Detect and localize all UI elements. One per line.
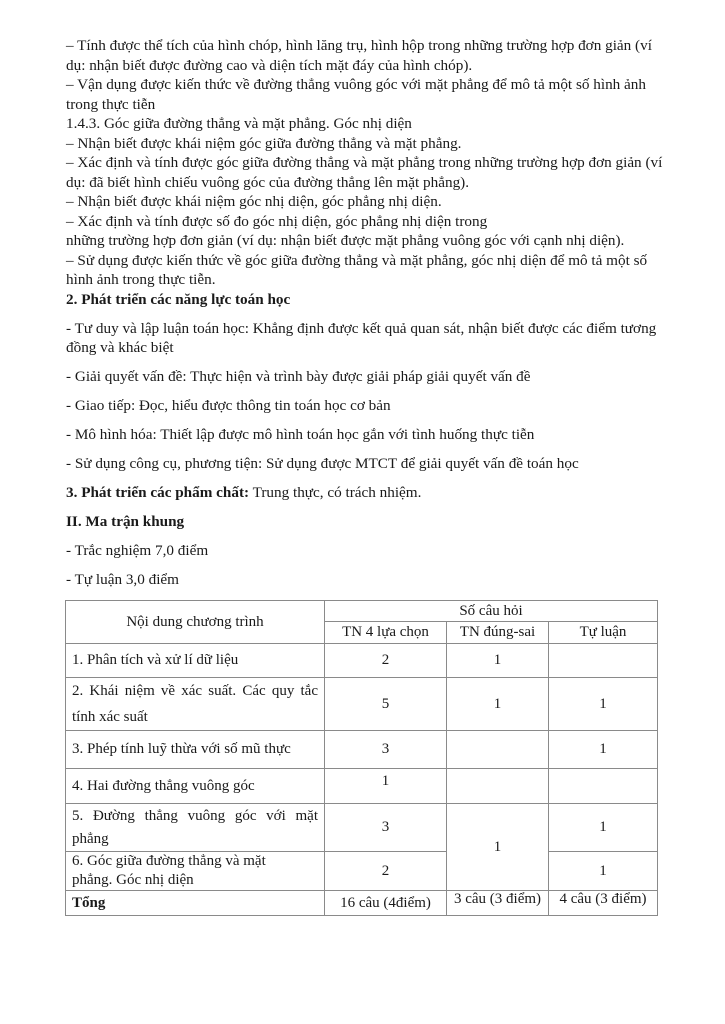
text-line: – Xác định và tính được số đo góc nhị diện, góc phẳng nhị diện trong (66, 212, 488, 230)
table-row (66, 644, 658, 678)
cell-tn4: 2 (325, 852, 447, 891)
cell-tl: 1 (549, 804, 658, 852)
text-line: – Sử dụng được kiến thức về góc giữa đường thẳng và mặt phẳng, góc nhị diện để mô tả một số (66, 251, 648, 269)
text-line: những trường hợp đơn giản (ví dụ: nhận biết được mặt phẳng vuông góc với cạnh nhị diện). (66, 232, 625, 249)
row-content-line: tính xác suất (72, 709, 148, 725)
cell-tn4: 3 (325, 804, 447, 852)
section-3-heading: 3. Phát triển các phẩm chất: (66, 484, 250, 501)
cell-tnds-merged: 1 (447, 804, 549, 891)
matrix-table (65, 600, 658, 916)
competency-item (66, 319, 706, 358)
row-content: 3. Phép tính luỹ thừa với số mũ thực (66, 731, 325, 769)
text-line: đồng và khác biệt (66, 339, 174, 356)
subsection-heading: 1.4.3. Góc giữa đường thẳng và mặt phẳng. Góc nhị diện (66, 115, 412, 132)
cell-tl: 1 (549, 852, 658, 891)
cell-tl: 1 (549, 678, 658, 731)
header-tnds: TN đúng-sai (447, 622, 549, 644)
header-content: Nội dung chương trình (66, 601, 325, 644)
text-line: hình ảnh trong thực tiễn. (66, 271, 216, 288)
row-content-line: 2. Khái niệm về xác suất. Các quy tắc (72, 683, 318, 699)
section-ii-heading: II. Ma trận khung (66, 513, 185, 530)
cell-tl: 1 (549, 731, 658, 769)
text-line: dụ: đã biết hình chiếu vuông góc của đường thẳng lên mặt phẳng). (66, 173, 470, 191)
header-tl: Tự luận (549, 622, 658, 644)
competency-item: - Mô hình hóa: Thiết lập được mô hình toán học gắn với tình huống thực tiễn (66, 426, 535, 443)
table-header-row (66, 601, 658, 622)
row-content-line: phẳng. Góc nhị diện (72, 872, 194, 888)
section-3-text: Trung thực, có trách nhiệm. (249, 484, 422, 501)
text-line: – Nhận biết được khái niệm góc nhị diện, góc phẳng nhị diện. (66, 193, 442, 210)
cell-tnds (447, 731, 549, 769)
table-total-row (66, 891, 658, 916)
row-content-line: 5. Đường thẳng vuông góc với mặt (72, 807, 318, 824)
cell-tl (549, 644, 658, 678)
cell-tnds (447, 769, 549, 804)
competency-item: - Sử dụng công cụ, phương tiện: Sử dụng được MTCT để giải quyết vấn đề toán học (66, 455, 579, 472)
row-content (66, 678, 325, 731)
document-page (66, 36, 706, 590)
table-row (66, 804, 658, 852)
section-1-objectives (66, 36, 706, 290)
score-item: - Tự luận 3,0 điểm (66, 571, 179, 588)
cell-tl (549, 769, 658, 804)
cell-tnds: 1 (447, 678, 549, 731)
table-row (66, 731, 658, 769)
competency-item: - Giải quyết vấn đề: Thực hiện và trình bày được giải pháp giải quyết vấn đề (66, 368, 531, 385)
text-line: dụ: nhận biết được đường cao và diện tích mặt đáy của hình chóp). (66, 56, 473, 74)
row-content-line: phẳng (72, 830, 109, 847)
table-row (66, 769, 658, 804)
cell-tn4: 3 (325, 731, 447, 769)
cell-tn4: 5 (325, 678, 447, 731)
text-line: – Nhận biết được khái niệm góc giữa đường thẳng và mặt phẳng. (66, 134, 462, 152)
text-line: – Tính được thể tích của hình chóp, hình lăng trụ, hình hộp trong những trường hợp đơn giản (ví (66, 37, 652, 54)
text-line: - Tư duy và lập luận toán học: Khẳng định được kết quả quan sát, nhận biết được các điểm tương (66, 319, 657, 337)
text-line: trong thực tiễn (66, 95, 156, 113)
header-tn4: TN 4 lựa chọn (325, 622, 447, 644)
row-content (66, 804, 325, 852)
table-row (66, 678, 658, 731)
row-content-line: 6. Góc giữa đường thẳng và mặt (72, 853, 266, 869)
total-tn4: 16 câu (4điểm) (325, 891, 447, 916)
total-tl: 4 câu (3 điểm) (549, 891, 658, 916)
cell-tn4: 1 (325, 769, 447, 804)
score-item: - Trắc nghiệm 7,0 điểm (66, 542, 209, 559)
competency-item: - Giao tiếp: Đọc, hiểu được thông tin toán học cơ bản (66, 397, 391, 414)
text-line: – Xác định và tính được góc giữa đường thẳng và mặt phẳng trong những trường hợp đơn giản (ví (66, 154, 663, 171)
section-2-heading: 2. Phát triển các năng lực toán học (66, 290, 291, 308)
total-label: Tổng (66, 891, 325, 916)
row-content: 1. Phân tích và xử lí dữ liệu (66, 644, 325, 678)
total-tnds: 3 câu (3 điểm) (447, 891, 549, 916)
row-content: 4. Hai đường thẳng vuông góc (66, 769, 325, 804)
row-content (66, 852, 325, 891)
table-row (66, 852, 658, 891)
header-group: Số câu hỏi (325, 601, 658, 622)
section-3 (66, 483, 706, 503)
cell-tnds: 1 (447, 644, 549, 678)
cell-tn4: 2 (325, 644, 447, 678)
text-line: – Vận dụng được kiến thức về đường thẳng vuông góc với mặt phẳng để mô tả một số hình ảnh (66, 76, 646, 93)
